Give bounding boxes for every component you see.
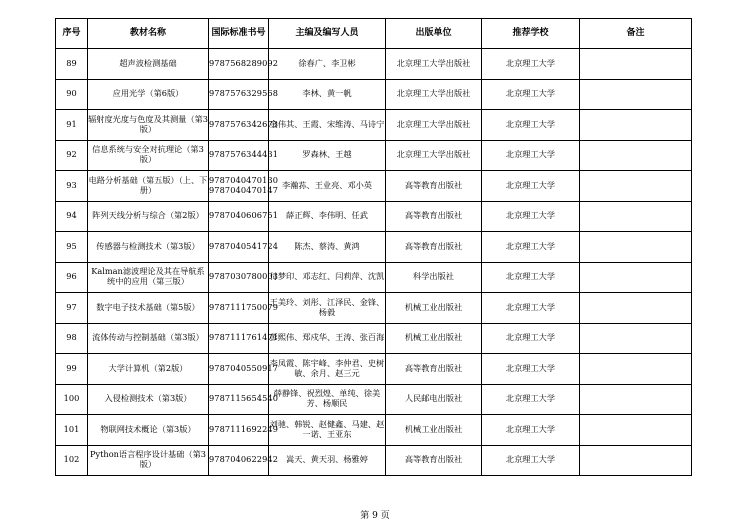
header-publisher: 出版单位 xyxy=(386,19,482,49)
cell-publisher: 高等教育出版社 xyxy=(386,171,482,202)
cell-authors: 彭熙伟、郑戍华、王涛、张百海 xyxy=(269,323,386,354)
header-isbn: 国际标准书号 xyxy=(209,19,269,49)
cell-title: 数字电子技术基础（第5版） xyxy=(88,293,209,324)
cell-isbn: 9787576329568 xyxy=(209,79,269,110)
cell-title: 阵列天线分析与综合（第2版） xyxy=(88,201,209,232)
table-row xyxy=(56,262,692,293)
cell-note xyxy=(580,354,692,385)
cell-seq: 102 xyxy=(56,445,88,476)
table-row xyxy=(56,49,692,80)
table-body xyxy=(56,49,692,476)
cell-authors: 李凤霞、陈宇峰、李仲君、史树敏、余月、赵三元 xyxy=(269,354,386,385)
cell-authors: 刘驰、韩锐、赵健鑫、马建、赵一诺、王亚东 xyxy=(269,415,386,446)
cell-isbn: 9787576342673 xyxy=(209,110,269,141)
header-note: 备注 xyxy=(580,19,692,49)
cell-note xyxy=(580,384,692,415)
cell-publisher: 高等教育出版社 xyxy=(386,445,482,476)
cell-title: Kalman滤波理论及其在导航系统中的应用（第三版） xyxy=(88,262,209,293)
cell-school: 北京理工大学 xyxy=(482,354,580,385)
cell-authors: 付梦印、邓志红、闫莉萍、沈凯 xyxy=(269,262,386,293)
cell-note xyxy=(580,49,692,80)
cell-isbn: 9787040622942 xyxy=(209,445,269,476)
cell-school: 北京理工大学 xyxy=(482,79,580,110)
header-authors: 主编及编写人员 xyxy=(269,19,386,49)
cell-isbn: 9787111761471 xyxy=(209,323,269,354)
cell-school: 北京理工大学 xyxy=(482,384,580,415)
cell-authors: 王美玲、刘彤、江泽民、金锋、杨毅 xyxy=(269,293,386,324)
cell-school: 北京理工大学 xyxy=(482,49,580,80)
cell-school: 北京理工大学 xyxy=(482,415,580,446)
cell-note xyxy=(580,79,692,110)
cell-note xyxy=(580,110,692,141)
cell-publisher: 高等教育出版社 xyxy=(386,354,482,385)
cell-school: 北京理工大学 xyxy=(482,262,580,293)
cell-school: 北京理工大学 xyxy=(482,293,580,324)
cell-publisher: 北京理工大学出版社 xyxy=(386,79,482,110)
cell-isbn: 9787576344431 xyxy=(209,140,269,171)
cell-title: 超声波检测基础 xyxy=(88,49,209,80)
cell-authors: 李瀚荪、王业亮、邓小英 xyxy=(269,171,386,202)
cell-authors: 陈杰、蔡涛、黄鸿 xyxy=(269,232,386,263)
cell-seq: 90 xyxy=(56,79,88,110)
cell-note xyxy=(580,171,692,202)
cell-seq: 100 xyxy=(56,384,88,415)
cell-isbn: 9787040470130 9787040470147 xyxy=(209,171,269,202)
cell-note xyxy=(580,323,692,354)
cell-school: 北京理工大学 xyxy=(482,445,580,476)
cell-seq: 94 xyxy=(56,201,88,232)
cell-note xyxy=(580,293,692,324)
table-row xyxy=(56,354,692,385)
cell-publisher: 机械工业出版社 xyxy=(386,293,482,324)
cell-note xyxy=(580,140,692,171)
table-row xyxy=(56,110,692,141)
cell-note xyxy=(580,445,692,476)
cell-note xyxy=(580,262,692,293)
cell-note xyxy=(580,415,692,446)
cell-publisher: 机械工业出版社 xyxy=(386,415,482,446)
cell-seq: 99 xyxy=(56,354,88,385)
cell-title: 传感器与检测技术（第3版） xyxy=(88,232,209,263)
cell-authors: 薛静锋、祝烈煌、单纯、徐美芳、杨顺民 xyxy=(269,384,386,415)
header-title: 教材名称 xyxy=(88,19,209,49)
cell-isbn: 9787040606751 xyxy=(209,201,269,232)
cell-title: 应用光学（第6版） xyxy=(88,79,209,110)
cell-isbn: 9787111750079 xyxy=(209,293,269,324)
cell-publisher: 北京理工大学出版社 xyxy=(386,110,482,141)
cell-note xyxy=(580,232,692,263)
table-row xyxy=(56,384,692,415)
page-number: 第 9 页 xyxy=(360,511,390,521)
cell-publisher: 科学出版社 xyxy=(386,262,482,293)
cell-authors: 徐春广、李卫彬 xyxy=(269,49,386,80)
cell-title: 电路分析基础（第五版）（上、下册） xyxy=(88,171,209,202)
textbook-table xyxy=(55,18,692,476)
cell-authors: 李林、黄一帆 xyxy=(269,79,386,110)
cell-title: 流体传动与控制基础（第3版） xyxy=(88,323,209,354)
cell-school: 北京理工大学 xyxy=(482,140,580,171)
cell-isbn: 9787040550917 xyxy=(209,354,269,385)
cell-isbn: 9787030780003 xyxy=(209,262,269,293)
cell-title: 物联网技术概论（第3版） xyxy=(88,415,209,446)
cell-isbn: 9787568289092 xyxy=(209,49,269,80)
cell-seq: 93 xyxy=(56,171,88,202)
cell-publisher: 机械工业出版社 xyxy=(386,323,482,354)
cell-publisher: 北京理工大学出版社 xyxy=(386,49,482,80)
table-row xyxy=(56,201,692,232)
cell-authors: 金伟其、王霞、宋维涛、马诗宁 xyxy=(269,110,386,141)
table-row xyxy=(56,79,692,110)
cell-publisher: 高等教育出版社 xyxy=(386,232,482,263)
cell-publisher: 人民邮电出版社 xyxy=(386,384,482,415)
table-row xyxy=(56,445,692,476)
cell-school: 北京理工大学 xyxy=(482,232,580,263)
table-row xyxy=(56,415,692,446)
cell-isbn: 9787111692249 xyxy=(209,415,269,446)
cell-seq: 92 xyxy=(56,140,88,171)
cell-authors: 罗森林、王越 xyxy=(269,140,386,171)
cell-title: 辐射度光度与色度及其测量（第3版） xyxy=(88,110,209,141)
header-school: 推荐学校 xyxy=(482,19,580,49)
cell-seq: 91 xyxy=(56,110,88,141)
cell-seq: 98 xyxy=(56,323,88,354)
table-header-row xyxy=(56,19,692,49)
table-row xyxy=(56,232,692,263)
cell-publisher: 北京理工大学出版社 xyxy=(386,140,482,171)
cell-school: 北京理工大学 xyxy=(482,201,580,232)
cell-title: 大学计算机（第2版） xyxy=(88,354,209,385)
cell-isbn: 9787115654540 xyxy=(209,384,269,415)
table-row xyxy=(56,171,692,202)
cell-title: Python语言程序设计基础（第3版） xyxy=(88,445,209,476)
cell-seq: 89 xyxy=(56,49,88,80)
table-row xyxy=(56,140,692,171)
cell-authors: 薛正辉、李伟明、任武 xyxy=(269,201,386,232)
cell-note xyxy=(580,201,692,232)
cell-seq: 97 xyxy=(56,293,88,324)
cell-authors: 嵩天、黄天羽、杨雅婷 xyxy=(269,445,386,476)
cell-seq: 101 xyxy=(56,415,88,446)
cell-school: 北京理工大学 xyxy=(482,171,580,202)
cell-school: 北京理工大学 xyxy=(482,110,580,141)
cell-seq: 95 xyxy=(56,232,88,263)
header-seq: 序号 xyxy=(56,19,88,49)
cell-title: 信息系统与安全对抗理论（第3版） xyxy=(88,140,209,171)
cell-title: 入侵检测技术（第3版） xyxy=(88,384,209,415)
cell-seq: 96 xyxy=(56,262,88,293)
cell-publisher: 高等教育出版社 xyxy=(386,201,482,232)
cell-school: 北京理工大学 xyxy=(482,323,580,354)
table-row xyxy=(56,323,692,354)
table-row xyxy=(56,293,692,324)
cell-isbn: 9787040541724 xyxy=(209,232,269,263)
